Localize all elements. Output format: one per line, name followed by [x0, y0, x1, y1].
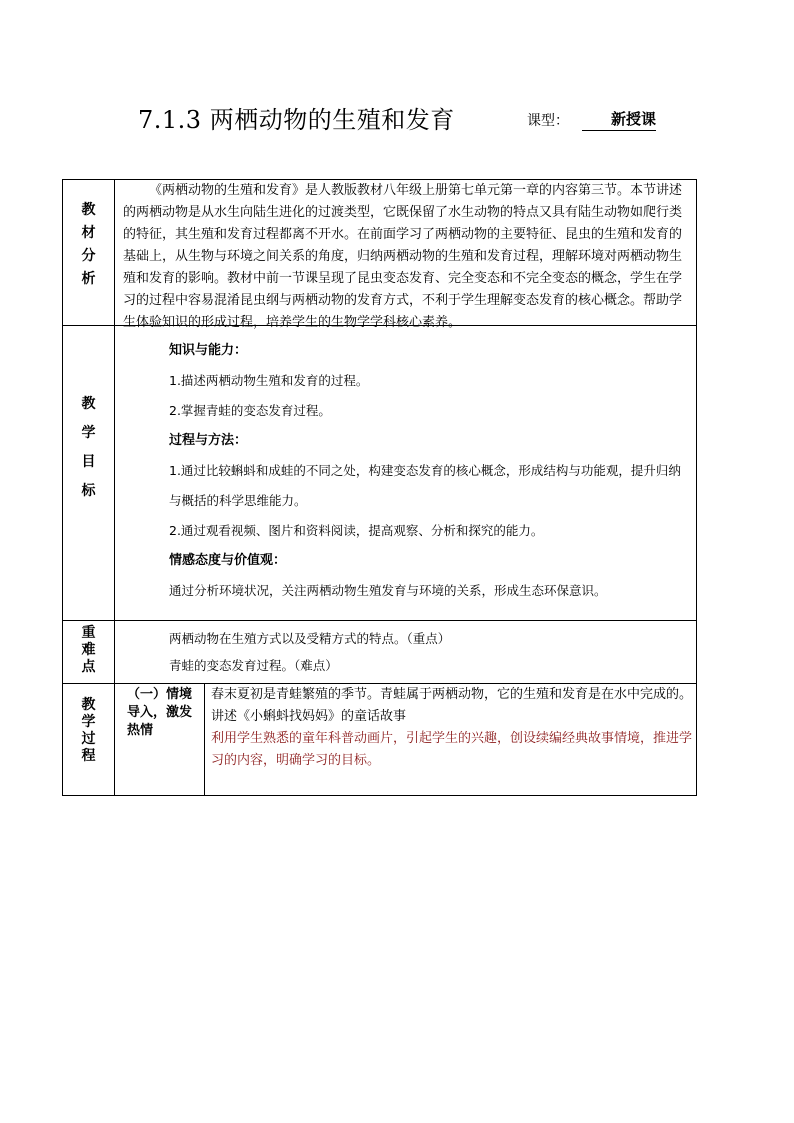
process-content [205, 684, 697, 796]
title-row [0, 100, 794, 140]
goals-heading: 教 学 目 标 [63, 326, 115, 621]
key-points-row [63, 621, 697, 684]
lesson-type-label: 课型： [527, 113, 569, 129]
goals-row [63, 326, 697, 621]
analysis-content [115, 180, 697, 330]
key-points-heading: 重 难 点 [63, 621, 115, 684]
process-method-item: 2.通过观看视频、图片和资料阅读，提高观察、分析和探究的能力。 [169, 523, 544, 538]
process-stage-title: （一）情境导入，激发热情 [127, 687, 193, 738]
process-design-note: 利用学生熟悉的童年科普动画片，引起学生的兴趣，创设续编经典故事情境，推进学习的内容，明确学习的目标。 [211, 731, 693, 768]
lesson-type-value: 新授课 [582, 108, 656, 131]
lesson-plan-table [62, 179, 697, 796]
process-heading: 教 学 过 程 [63, 684, 115, 796]
process-method-heading: 过程与方法： [169, 433, 248, 448]
key-points-content [115, 621, 697, 684]
analysis-text: 《两栖动物的生殖和发育》是人教版教材八年级上册第七单元第一章的内容第三节。本节讲述的两栖动物是从水生向陆生进化的过渡类型，它既保留了水生动物的特点又具有陆生动物如爬行类的特征，其生殖和发育过程都离不开水。在前面学习了两栖动物的主要特征、昆虫的生殖和发育的基础上，从生物与环境之间关系的角度，归纳两栖动物的生殖和发育过程，理解环境对两栖动物生殖和发育的影响。教材中前一节课呈现了昆虫变态发育、完全变态和不完全变态的概念，学生在学习的过程中容易混淆昆虫纲与两栖动物的发育方式，不利于学生理解变态发育的核心概念。帮助学生体验知识的形成过程，培养学生的生物学学科核心素养。 [123, 183, 683, 330]
process-text: 春末夏初是青蛙繁殖的季节。青蛙属于两栖动物，它的生殖和发育是在水中完成的。讲述《小蝌蚪找妈妈》的童话故事 [211, 687, 693, 724]
key-point-item: 两栖动物在生殖方式以及受精方式的特点。（重点） [169, 631, 451, 646]
goals-content [115, 326, 697, 621]
knowledge-heading: 知识与能力： [169, 343, 248, 358]
analysis-row [63, 180, 697, 326]
process-stage-cell [115, 684, 205, 796]
key-point-item: 青蛙的变态发育过程。（难点） [169, 658, 338, 673]
page-title: 7.1.3 两栖动物的生殖和发育 [138, 106, 455, 134]
analysis-heading: 教 材 分 析 [63, 180, 115, 326]
knowledge-item: 1.描述两栖动物生殖和发育的过程。 [169, 373, 369, 388]
attitude-item: 通过分析环境状况，关注两栖动物生殖发育与环境的关系，形成生态环保意识。 [169, 583, 607, 598]
knowledge-item: 2.掌握青蛙的变态发育过程。 [169, 403, 331, 418]
attitude-heading: 情感态度与价值观： [169, 553, 287, 568]
process-method-item: 1.通过比较蝌蚪和成蛙的不同之处，构建变态发育的核心概念，形成结构与功能观，提升归纳与概括的科学思维能力。 [169, 463, 681, 508]
process-row [63, 684, 697, 796]
